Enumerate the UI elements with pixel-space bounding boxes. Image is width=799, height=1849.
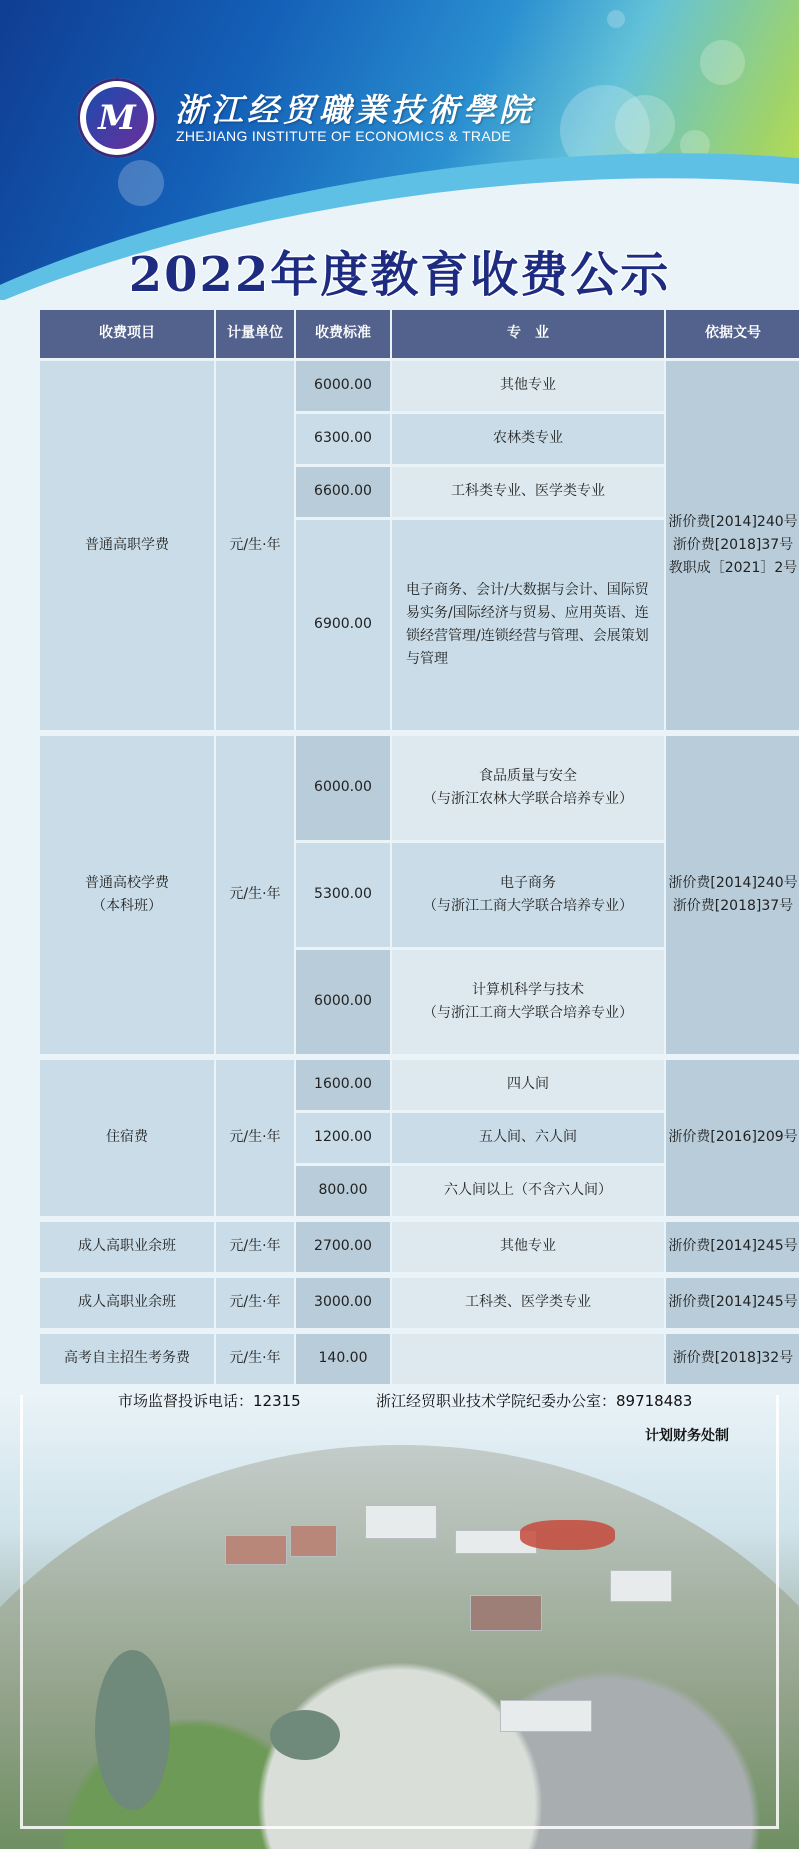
major-cell (392, 1334, 664, 1384)
fee-item-cell: 普通高校学费 （本科班） (40, 736, 214, 1054)
major-cell: 电子商务 （与浙江工商大学联合培养专业） (392, 843, 664, 947)
logo-emblem-icon: M (86, 87, 148, 149)
fee-standard-cell: 2700.00 (296, 1222, 390, 1272)
major-cell: 四人间 (392, 1060, 664, 1110)
complaint-phone: 市场监督投诉电话：12315 (118, 1392, 301, 1410)
unit-cell: 元/生·年 (216, 1334, 294, 1384)
major-cell: 其他专业 (392, 361, 664, 411)
basis-cell: 浙价费[2014]240号 浙价费[2018]37号 (666, 736, 799, 1054)
fee-standard-cell: 1600.00 (296, 1060, 390, 1110)
major-cell: 电子商务、会计/大数据与会计、国际贸易实务/国际经济与贸易、应用英语、连锁经营管理/连锁经营与管理、会展策划与管理 (392, 520, 664, 730)
basis-cell: 浙价费[2014]240号 浙价费[2018]37号 教职成［2021］2号 (666, 361, 799, 730)
header-unit: 计量单位 (216, 310, 294, 358)
fee-standard-cell: 6600.00 (296, 467, 390, 517)
school-name-cn: 浙江经贸職業技術學院 (175, 91, 536, 129)
fee-standard-cell: 6900.00 (296, 520, 390, 730)
major-cell: 其他专业 (392, 1222, 664, 1272)
header-basis: 依据文号 (666, 310, 799, 358)
basis-cell: 浙价费[2018]32号 (666, 1334, 799, 1384)
major-cell: 工科类、医学类专业 (392, 1278, 664, 1328)
major-cell: 五人间、六人间 (392, 1113, 664, 1163)
issuer-label: 计划财务处制 (645, 1428, 729, 1444)
fee-standard-cell: 6000.00 (296, 361, 390, 411)
fee-standard-cell: 800.00 (296, 1166, 390, 1216)
fee-standard-cell: 1200.00 (296, 1113, 390, 1163)
fee-item-cell: 住宿费 (40, 1060, 214, 1216)
major-cell: 六人间以上（不含六人间） (392, 1166, 664, 1216)
fee-standard-cell: 140.00 (296, 1334, 390, 1384)
unit-cell: 元/生·年 (216, 736, 294, 1054)
header-major: 专 业 (392, 310, 664, 358)
page-title: 2022年度教育收费公示 (128, 247, 671, 303)
major-cell: 食品质量与安全 （与浙江农林大学联合培养专业） (392, 736, 664, 840)
photo-frame (20, 1395, 779, 1829)
fee-standard-cell: 3000.00 (296, 1278, 390, 1328)
fee-item-cell: 高考自主招生考务费 (40, 1334, 214, 1384)
header-item: 收费项目 (40, 310, 214, 358)
discipline-office-phone: 浙江经贸职业技术学院纪委办公室：89718483 (376, 1392, 693, 1410)
basis-cell: 浙价费[2014]245号 (666, 1278, 799, 1328)
fee-item-cell: 普通高职学费 (40, 361, 214, 730)
fee-standard-cell: 6300.00 (296, 414, 390, 464)
header-standard: 收费标准 (296, 310, 390, 358)
major-cell: 工科类专业、医学类专业 (392, 467, 664, 517)
fee-standard-cell: 6000.00 (296, 736, 390, 840)
unit-cell: 元/生·年 (216, 1222, 294, 1272)
school-name-en: ZHEJIANG INSTITUTE OF ECONOMICS & TRADE (176, 128, 512, 144)
major-cell: 计算机科学与技术 （与浙江工商大学联合培养专业） (392, 950, 664, 1054)
basis-cell: 浙价费[2014]245号 (666, 1222, 799, 1272)
fee-item-cell: 成人高职业余班 (40, 1278, 214, 1328)
fee-standard-cell: 6000.00 (296, 950, 390, 1054)
fee-standard-cell: 5300.00 (296, 843, 390, 947)
unit-cell: 元/生·年 (216, 1278, 294, 1328)
unit-cell: 元/生·年 (216, 361, 294, 730)
basis-cell: 浙价费[2016]209号 (666, 1060, 799, 1216)
major-cell: 农林类专业 (392, 414, 664, 464)
unit-cell: 元/生·年 (216, 1060, 294, 1216)
fee-item-cell: 成人高职业余班 (40, 1222, 214, 1272)
school-logo (77, 78, 157, 158)
